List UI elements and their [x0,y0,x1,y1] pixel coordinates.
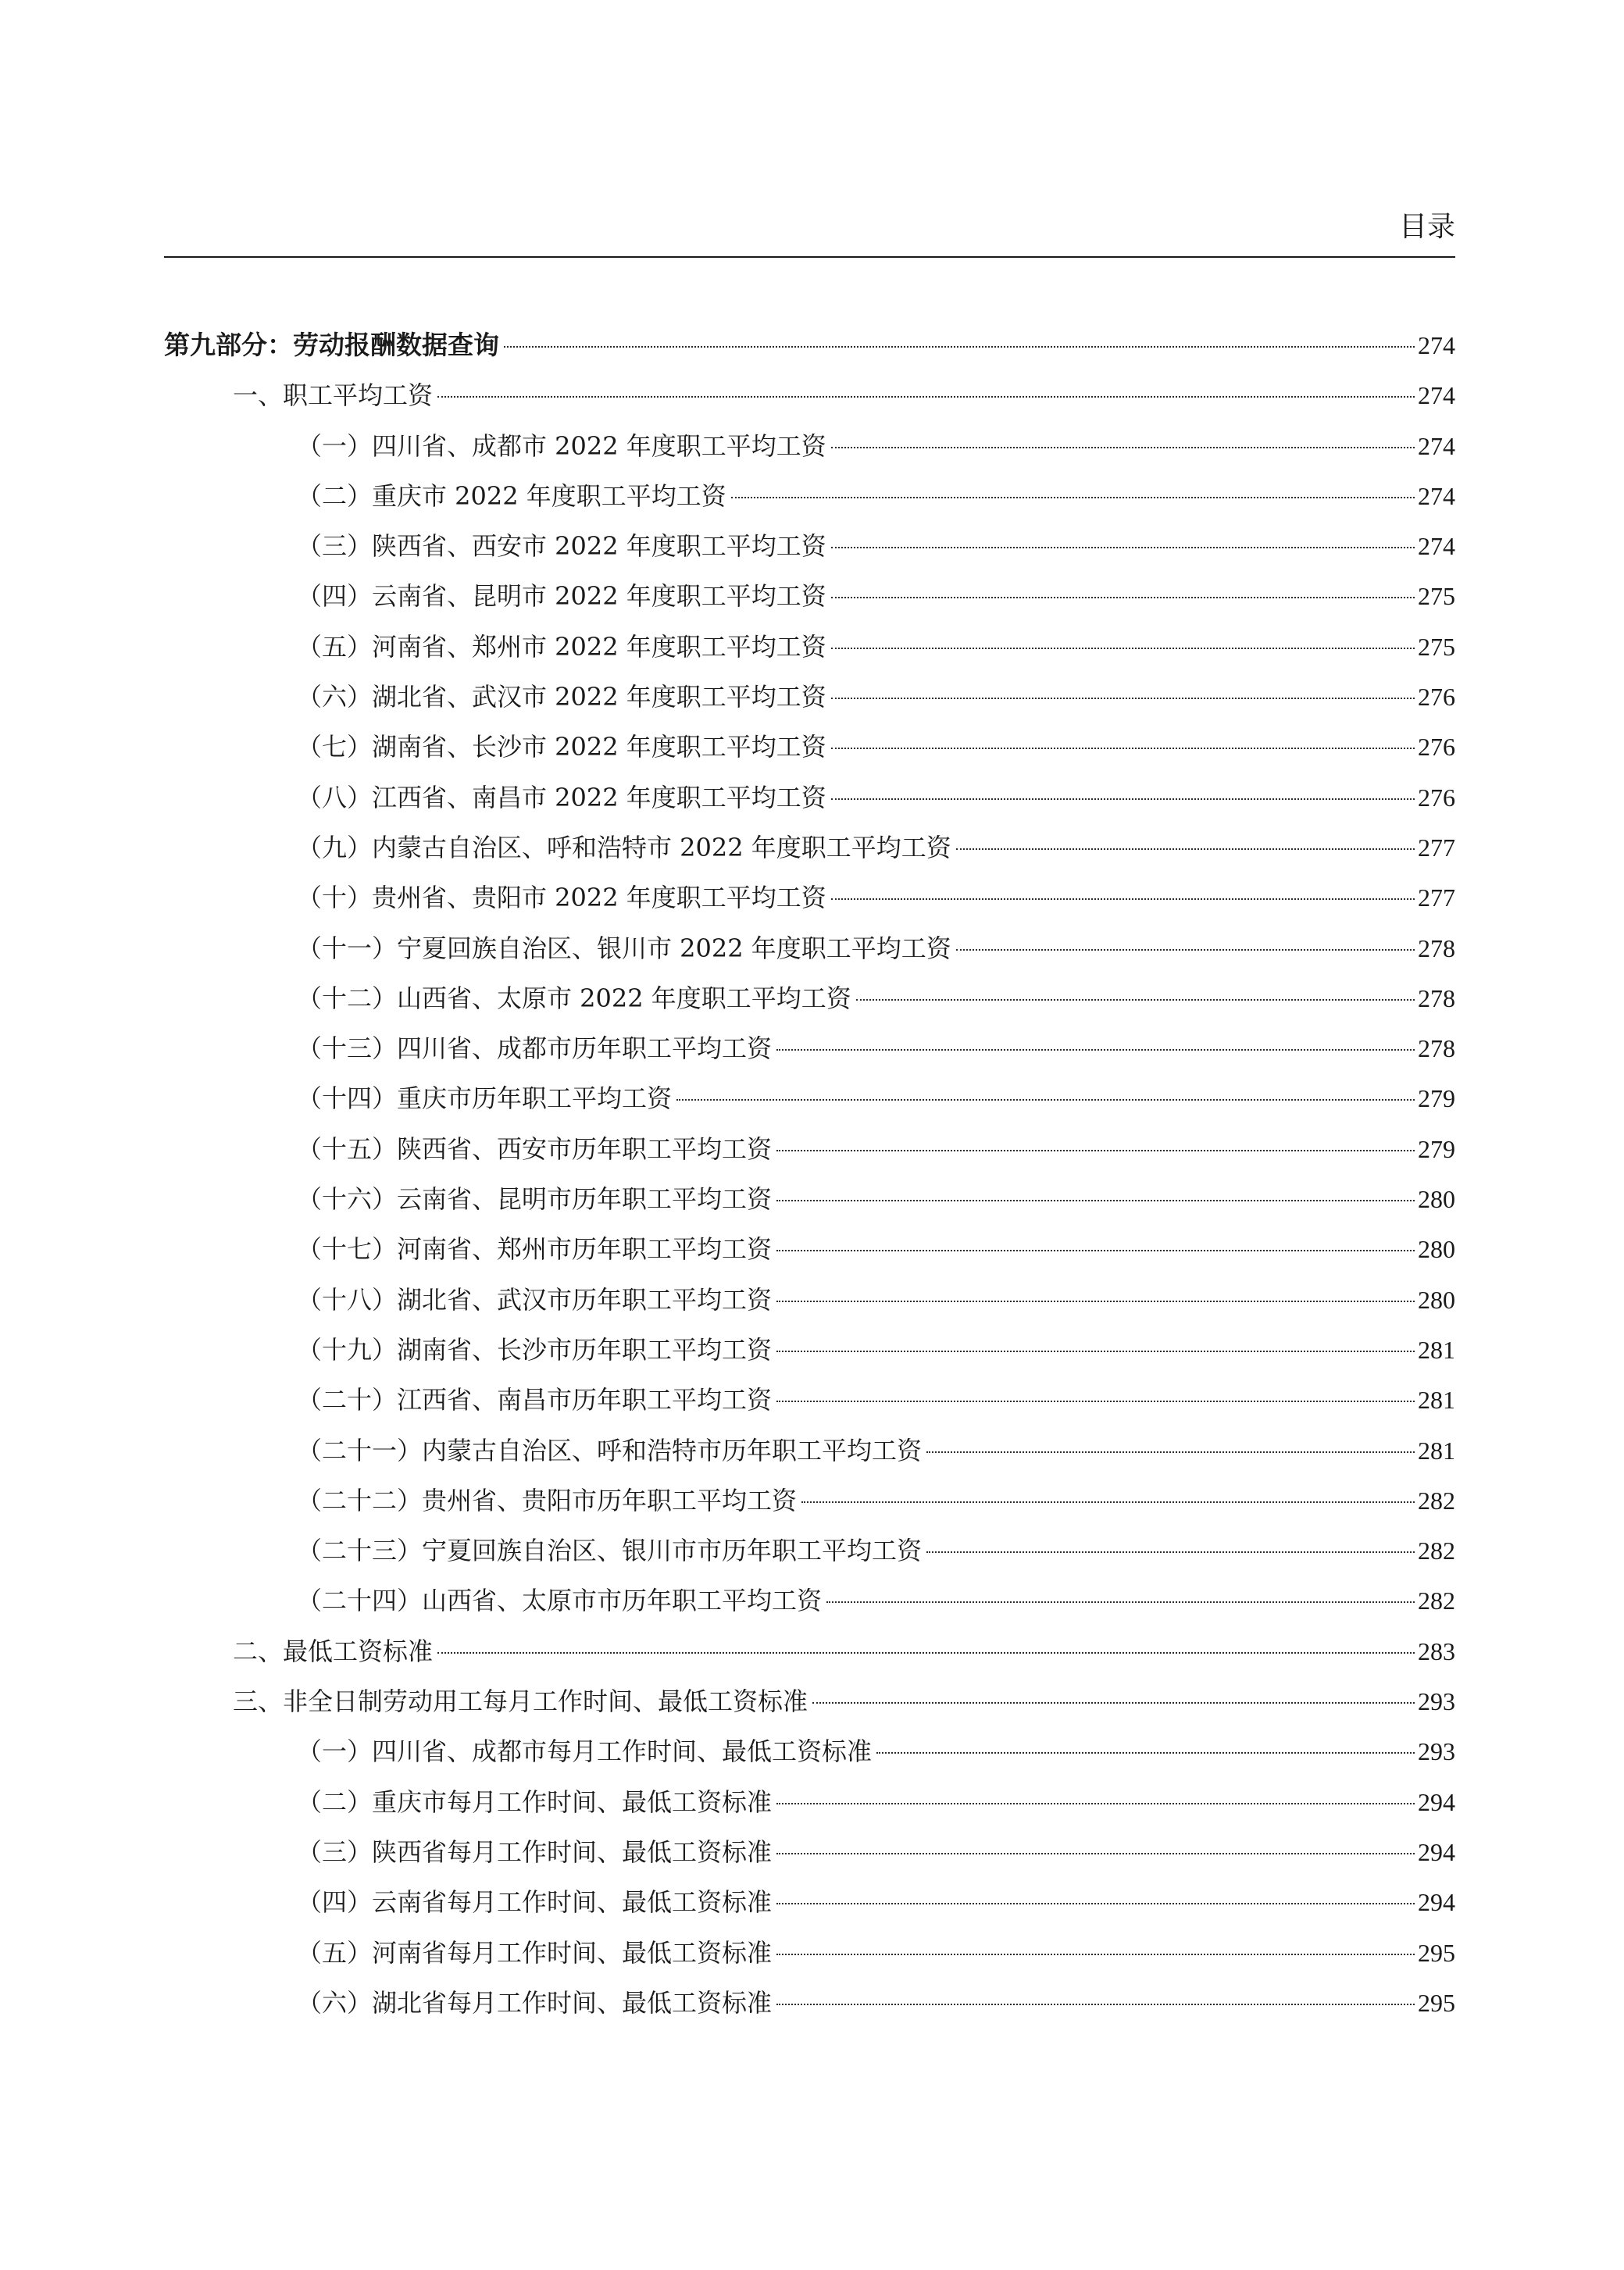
toc-entry-title: （二）重庆市每月工作时间、最低工资标准 [297,1786,773,1817]
toc-entry-page-number: 275 [1418,632,1455,661]
toc-entry-title: 三、非全日制劳动用工每月工作时间、最低工资标准 [233,1686,808,1717]
toc-entry-page-number: 274 [1418,381,1455,410]
toc-dot-leader [776,1803,1415,1804]
toc-entry-page-number: 295 [1418,1938,1455,1967]
toc-entry-title: （九）内蒙古自治区、呼和浩特市 2022 年度职工平均工资 [297,832,951,862]
toc-entry[interactable] [164,571,1455,621]
toc-dot-leader [956,949,1415,951]
toc-dot-leader [776,1903,1415,1904]
toc-dot-leader [437,396,1415,398]
toc-entry-page-number: 276 [1418,783,1455,812]
toc-dot-leader [776,1049,1415,1051]
toc-entry-page-number: 279 [1418,1134,1455,1163]
toc-entry[interactable] [164,1426,1455,1476]
toc-entry-title: （十一）宁夏回族自治区、银川市 2022 年度职工平均工资 [297,933,951,963]
toc-dot-leader [856,999,1415,1001]
toc-entry-page-number: 282 [1418,1587,1455,1615]
toc-dot-leader [926,1451,1415,1453]
toc-entry-page-number: 294 [1418,1837,1455,1866]
toc-dot-leader [776,1351,1415,1352]
toc-entry-title: （一）四川省、成都市 2022 年度职工平均工资 [297,430,826,461]
toc-entry-page-number: 281 [1418,1386,1455,1415]
toc-entry-title: 第九部分：劳动报酬数据查询 [164,330,499,360]
toc-dot-leader [876,1752,1415,1754]
toc-entry-title: （十五）陕西省、西安市历年职工平均工资 [297,1133,773,1164]
toc-dot-leader [831,648,1415,649]
toc-entry-page-number: 276 [1418,733,1455,762]
toc-entry-page-number: 281 [1418,1436,1455,1465]
toc-dot-leader [776,1250,1415,1251]
toc-dot-leader [776,1853,1415,1854]
toc-dot-leader [831,748,1415,749]
toc-dot-leader [776,1301,1415,1302]
toc-entry-page-number: 274 [1418,481,1455,510]
toc-entry[interactable] [164,823,1455,873]
toc-dot-leader [437,1652,1415,1654]
toc-entry[interactable] [164,421,1455,471]
toc-entry-page-number: 277 [1418,883,1455,912]
toc-entry-title: （一）四川省、成都市每月工作时间、最低工资标准 [297,1736,873,1767]
toc-entry-title: （七）湖南省、长沙市 2022 年度职工平均工资 [297,732,826,762]
running-header [164,208,1455,255]
toc-entry[interactable] [164,1576,1455,1626]
toc-dot-leader [831,447,1415,448]
toc-entry-page-number: 278 [1418,983,1455,1012]
toc-entry-title: （十三）四川省、成都市历年职工平均工资 [297,1033,773,1064]
toc-entry-title: （十四）重庆市历年职工平均工资 [297,1083,673,1114]
toc-entry-page-number: 294 [1418,1888,1455,1917]
toc-entry-title: （二十三）宁夏回族自治区、银川市市历年职工平均工资 [297,1536,923,1566]
toc-entry-title: 一、职工平均工资 [233,380,434,411]
toc-dot-leader [831,597,1415,598]
toc-entry-page-number: 282 [1418,1537,1455,1565]
toc-entry[interactable] [164,1174,1455,1224]
toc-entry-title: （二十四）山西省、太原市市历年职工平均工资 [297,1586,823,1616]
toc-entry-title: （十二）山西省、太原市 2022 年度职工平均工资 [297,983,851,1013]
toc-entry[interactable] [164,973,1455,1023]
toc-entry-page-number: 282 [1418,1486,1455,1515]
toc-entry[interactable] [164,1224,1455,1274]
toc-entry-title: （二十）江西省、南昌市历年职工平均工资 [297,1385,773,1415]
toc-dot-leader [776,1150,1415,1151]
toc-entry-title: （六）湖北省、武汉市 2022 年度职工平均工资 [297,682,826,712]
toc-entry[interactable] [164,1375,1455,1425]
toc-entry-title: （十八）湖北省、武汉市历年职工平均工资 [297,1284,773,1315]
toc-entry[interactable] [164,1476,1455,1526]
toc-entry[interactable] [164,1325,1455,1375]
header-rule [164,256,1455,258]
toc-entry-title: （二十二）贵州省、贵阳市历年职工平均工资 [297,1485,798,1515]
toc-entry[interactable] [164,521,1455,571]
toc-entry-page-number: 276 [1418,683,1455,712]
toc-entry-title: 二、最低工资标准 [233,1636,434,1666]
toc-entry-title: （十六）云南省、昆明市历年职工平均工资 [297,1184,773,1215]
toc-entry[interactable] [164,1827,1455,1877]
toc-entry-title: （六）湖北省每月工作时间、最低工资标准 [297,1987,773,2018]
toc-entry-title: （二十一）内蒙古自治区、呼和浩特市历年职工平均工资 [297,1435,923,1465]
toc-entry-page-number: 274 [1418,532,1455,561]
toc-dot-leader [926,1551,1415,1553]
toc-entry-title: （三）陕西省每月工作时间、最低工资标准 [297,1836,773,1867]
toc-entry-page-number: 281 [1418,1335,1455,1364]
toc-entry-page-number: 295 [1418,1988,1455,2017]
toc-dot-leader [776,2004,1415,2005]
toc-entry-title: （五）河南省、郑州市 2022 年度职工平均工资 [297,631,826,662]
toc-entry[interactable] [164,1073,1455,1123]
toc-entry[interactable] [164,722,1455,772]
toc-entry-title: （四）云南省每月工作时间、最低工资标准 [297,1887,773,1918]
toc-entry-page-number: 294 [1418,1787,1455,1816]
toc-entry[interactable] [164,1626,1455,1676]
toc-entry-page-number: 293 [1418,1737,1455,1766]
toc-entry-title: （十七）河南省、郑州市历年职工平均工资 [297,1234,773,1265]
toc-entry[interactable] [164,1928,1455,1978]
toc-dot-leader [812,1702,1415,1704]
toc-entry[interactable] [164,773,1455,823]
toc-entry-page-number: 280 [1418,1185,1455,1214]
toc-entry-page-number: 280 [1418,1285,1455,1314]
toc-entry-title: （十九）湖南省、长沙市历年职工平均工资 [297,1334,773,1365]
toc-entry-page-number: 278 [1418,933,1455,962]
toc-entry-page-number: 280 [1418,1235,1455,1264]
toc-entry[interactable] [164,923,1455,973]
toc-entry[interactable] [164,1877,1455,1927]
toc-dot-leader [831,798,1415,800]
toc-dot-leader [826,1601,1415,1603]
toc-dot-leader [676,1099,1415,1101]
toc-entry[interactable] [164,873,1455,923]
toc-dot-leader [731,497,1415,498]
toc-entry-title: （三）陕西省、西安市 2022 年度职工平均工资 [297,531,826,562]
toc-entry[interactable] [164,1023,1455,1073]
toc-dot-leader [504,346,1415,348]
toc-entry[interactable] [164,672,1455,722]
toc-entry-page-number: 274 [1418,331,1455,359]
toc-entry-page-number: 279 [1418,1084,1455,1113]
toc-entry-page-number: 278 [1418,1034,1455,1063]
table-of-contents [164,320,1455,2028]
toc-entry[interactable] [164,370,1455,420]
toc-entry-page-number: 275 [1418,582,1455,611]
toc-entry-page-number: 274 [1418,431,1455,460]
toc-dot-leader [776,1401,1415,1402]
toc-entry-page-number: 277 [1418,833,1455,862]
toc-entry[interactable] [164,1124,1455,1174]
toc-entry[interactable] [164,1676,1455,1726]
toc-dot-leader [956,848,1415,850]
toc-entry-title: （二）重庆市 2022 年度职工平均工资 [297,480,726,511]
toc-entry[interactable] [164,1526,1455,1576]
toc-dot-leader [831,898,1415,900]
toc-entry[interactable] [164,1275,1455,1325]
running-header-title: 目录 [1398,211,1455,243]
toc-entry-title: （四）云南省、昆明市 2022 年度职工平均工资 [297,581,826,612]
toc-entry[interactable] [164,622,1455,672]
toc-entry-page-number: 293 [1418,1687,1455,1716]
toc-entry[interactable] [164,1978,1455,2028]
toc-entry-page-number: 283 [1418,1636,1455,1665]
toc-entry[interactable] [164,320,1455,370]
toc-dot-leader [831,698,1415,699]
toc-entry[interactable] [164,1777,1455,1827]
toc-dot-leader [801,1501,1415,1503]
toc-entry[interactable] [164,1726,1455,1776]
toc-dot-leader [776,1954,1415,1955]
toc-entry-title: （五）河南省每月工作时间、最低工资标准 [297,1937,773,1968]
toc-dot-leader [776,1200,1415,1201]
toc-entry-title: （八）江西省、南昌市 2022 年度职工平均工资 [297,782,826,812]
toc-entry[interactable] [164,471,1455,521]
toc-dot-leader [831,547,1415,548]
toc-entry-title: （十）贵州省、贵阳市 2022 年度职工平均工资 [297,883,826,913]
